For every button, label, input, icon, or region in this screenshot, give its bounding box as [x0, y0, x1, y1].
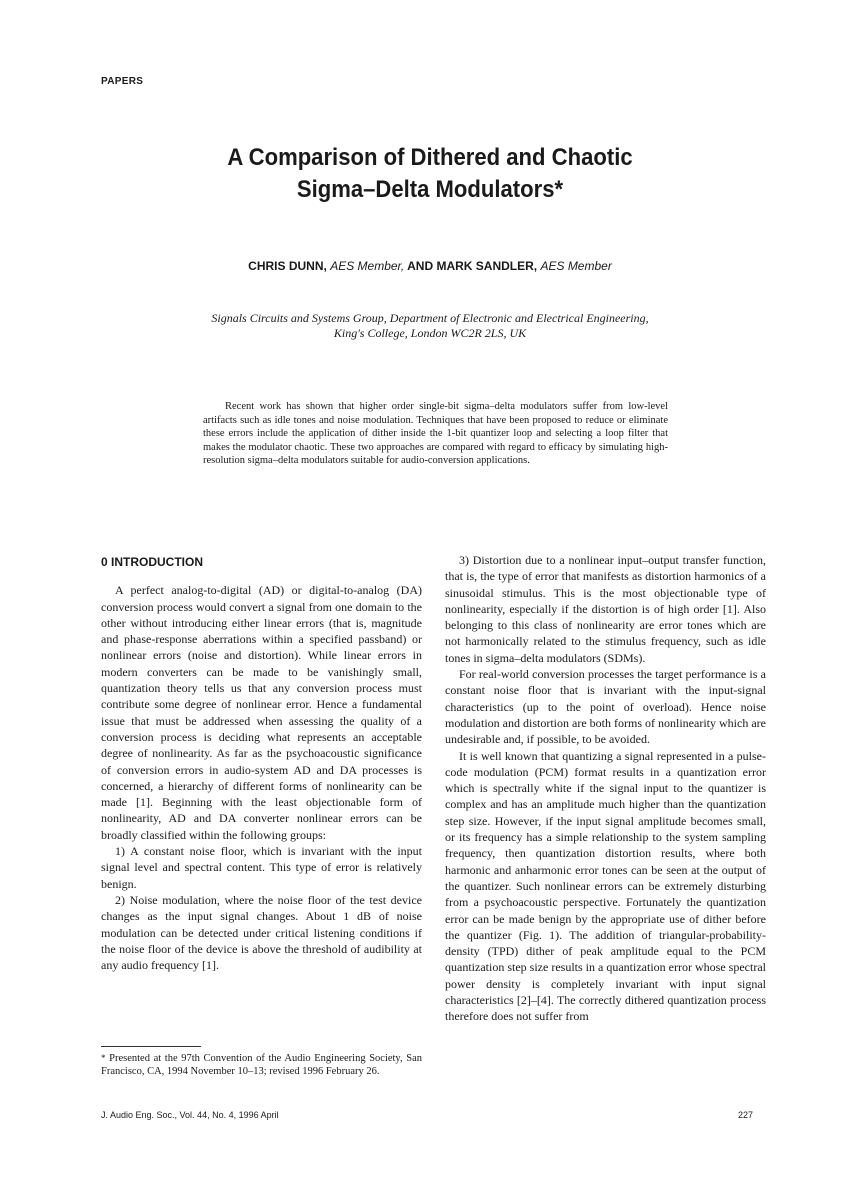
- body-paragraph: 1) A constant noise floor, which is invariant with the input signal level and spectral content. This type of error is relatively benign.: [101, 844, 422, 891]
- author-2-membership: AES Member: [540, 259, 612, 273]
- author-line: [150, 259, 710, 273]
- author-1-membership: AES Member,: [330, 259, 405, 273]
- footnote-mark: *: [101, 1053, 106, 1063]
- author-2-name: MARK SANDLER,: [436, 259, 538, 273]
- body-paragraph: 2) Noise modulation, where the noise floor of the test device changes as the input signal changes. About 1 dB of noise modulation can be detected under critical listening conditions if the noise floor of the device is above the threshold of audibility at any audio frequency [1].: [101, 892, 422, 973]
- body-paragraph: It is well known that quantizing a signal represented in a pulse-code modulation (PCM) format results in a quantization error which is spectrally white if the signal input to the quantizer is complex and has an amplitude much higher than the quantization step size. However, if the input signal amplitude becomes small, or its frequency has a simple relationship to the system sampling frequency, then quantization distortion results, where both harmonic and anharmonic error tones can be seen at the output of the quantizer. Such nonlinear errors can be extremely disturbing from a psychoacoustic perspective. Fortunately the quantization error can be made benign by the appropriate use of dither before the quantizer (Fig. 1). The addition of triangular-probability-density (TPD) dither of peak amplitude equal to the PCM quantization step size results in a quantization error whose spectral power density is completely invariant with input signal characteristics [2]–[4]. The correctly dithered quantization process therefore does not suffer from: [445, 748, 766, 1024]
- affiliation: [150, 311, 710, 341]
- author-conjunction: AND: [407, 259, 434, 273]
- body-paragraph: 3) Distortion due to a nonlinear input–output transfer function, that is, the type of error that manifests as distortion harmonics of a sinusoidal stimulus. This is the most objectionable type of nonlinearity, especially if the distortion is of high order [1]. Also belonging to this class of nonlinearity are error tones which are not harmonically related to the stimulus frequency, such as idle tones in sigma–delta modulators (SDMs).: [445, 553, 766, 665]
- paper-title: [172, 142, 687, 206]
- footnote: [101, 1052, 422, 1078]
- affiliation-line-2: King's College, London WC2R 2LS, UK: [333, 326, 527, 340]
- section-label: PAPERS: [101, 76, 144, 87]
- footnote-text: Presented at the 97th Convention of the Audio Engineering Society, San Francisco, CA, 1994 November 10–13; revised 1996 February 26.: [101, 1053, 423, 1077]
- page-number: 227: [738, 1110, 754, 1120]
- body-paragraph: A perfect analog-to-digital (AD) or digital-to-analog (DA) conversion process would convert a signal from one domain to the other without introducing either linear errors (that is, magnitude and phase-response aberrations within a specified passband) or nonlinear errors (noise and distortion). While linear errors in modern converters can be made to be vanishingly small, quantization theory tells us that any conversion process must contribute some degree of nonlinear error. Hence a fundamental issue that must be addressed when assessing the quality of a conversion process is deciding what represents an acceptable degree of nonlinearity. As far as the psychoacoustic significance of conversion errors in audio-system AD and DA processes is concerned, a hierarchy of different forms of nonlinearity can be made [1]. Beginning with the least objectionable form of nonlinearity, AD and DA converter nonlinear errors can be broadly classified within the following groups:: [101, 583, 422, 842]
- title-line-1: A Comparison of Dithered and Chaotic: [227, 144, 633, 171]
- footnote-divider: [101, 1046, 201, 1047]
- body-paragraph: For real-world conversion processes the target performance is a constant noise floor that is invariant with the input-signal characteristics (up to the point of overload). Hence noise modulation and distortion are both forms of nonlinearity which are undesirable and, if possible, to be avoided.: [445, 667, 766, 747]
- section-heading-introduction: 0 INTRODUCTION: [101, 555, 203, 569]
- title-line-2: Sigma–Delta Modulators*: [296, 176, 564, 203]
- right-column: [445, 552, 766, 1025]
- journal-reference: J. Audio Eng. Soc., Vol. 44, No. 4, 1996 April: [101, 1110, 279, 1120]
- affiliation-line-1: Signals Circuits and Systems Group, Department of Electronic and Electrical Engineering,: [211, 311, 649, 325]
- left-column: [101, 552, 422, 973]
- abstract: Recent work has shown that higher order single-bit sigma–delta modulators suffer from low-level artifacts such as idle tones and noise modulation. Techniques that have been proposed to reduce or eliminate these errors include the application of dither inside the 1-bit quantizer loop and selecting a loop filter that makes the modulator chaotic. These two approaches are compared with regard to efficacy by simulating high-resolution sigma–delta modulators suitable for audio-conversion applications.: [203, 401, 668, 467]
- author-1-name: CHRIS DUNN,: [248, 259, 327, 273]
